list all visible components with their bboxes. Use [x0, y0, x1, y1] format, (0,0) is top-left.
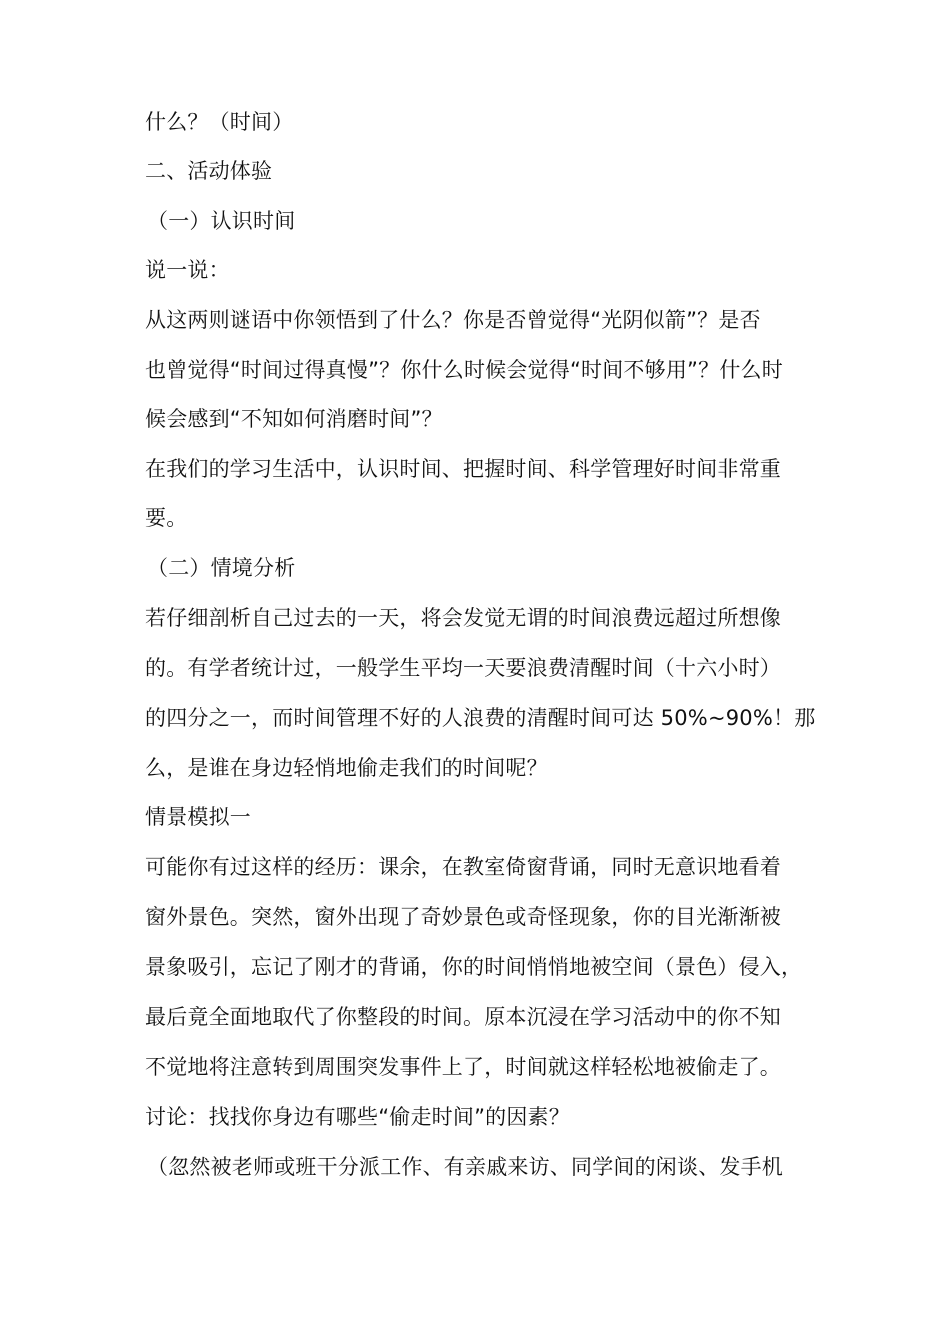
- text-line: 最后竟全面地取代了你整段的时间。原本沉浸在学习活动中的你不知: [145, 1005, 781, 1029]
- text-line: （忽然被老师或班干分派工作、有亲戚来访、同学间的闲谈、发手机: [147, 1155, 783, 1179]
- text-line: 的。有学者统计过，一般学生平均一天要浪费清醒时间（十六小时）: [145, 656, 781, 680]
- text-line: 从这两则谜语中你领悟到了什么？你是否曾觉得“光阴似箭”？是否: [145, 308, 761, 332]
- text-line: 不觉地将注意转到周围突发事件上了，时间就这样轻松地被偷走了。: [145, 1055, 781, 1079]
- text-line: 的四分之一，而时间管理不好的人浪费的清醒时间可达 50%~90%！那: [145, 706, 816, 730]
- text-line: 说一说：: [145, 258, 230, 282]
- text-line: 在我们的学习生活中，认识时间、把握时间、科学管理好时间非常重: [145, 457, 781, 481]
- text-line: 也曾觉得“时间过得真慢”？你什么时候会觉得“时间不够用”？什么时: [145, 358, 783, 382]
- scenario-heading: 情景模拟一: [145, 805, 251, 829]
- section-heading: 二、活动体验: [145, 159, 273, 183]
- text-line: 什么？（时间）: [145, 110, 294, 134]
- text-line: 么，是谁在身边轻悄地偷走我们的时间呢？: [145, 756, 548, 780]
- text-line: 要。: [145, 506, 188, 530]
- text-line: 讨论：找找你身边有哪些“偷走时间”的因素？: [145, 1105, 570, 1129]
- text-line: 窗外景色。突然，窗外出现了奇妙景色或奇怪现象，你的目光渐渐被: [145, 905, 781, 929]
- text-line: 景象吸引，忘记了刚才的背诵，你的时间悄悄地被空间（景色）侵入，: [145, 955, 803, 979]
- subsection-heading: （二）情境分析: [147, 556, 296, 580]
- subsection-heading: （一）认识时间: [147, 209, 296, 233]
- text-line: 若仔细剖析自己过去的一天，将会发觉无谓的时间浪费远超过所想像: [145, 606, 781, 630]
- text-line: 可能你有过这样的经历：课余，在教室倚窗背诵，同时无意识地看着: [145, 855, 781, 879]
- text-line: 候会感到“不知如何消磨时间”？: [145, 407, 443, 431]
